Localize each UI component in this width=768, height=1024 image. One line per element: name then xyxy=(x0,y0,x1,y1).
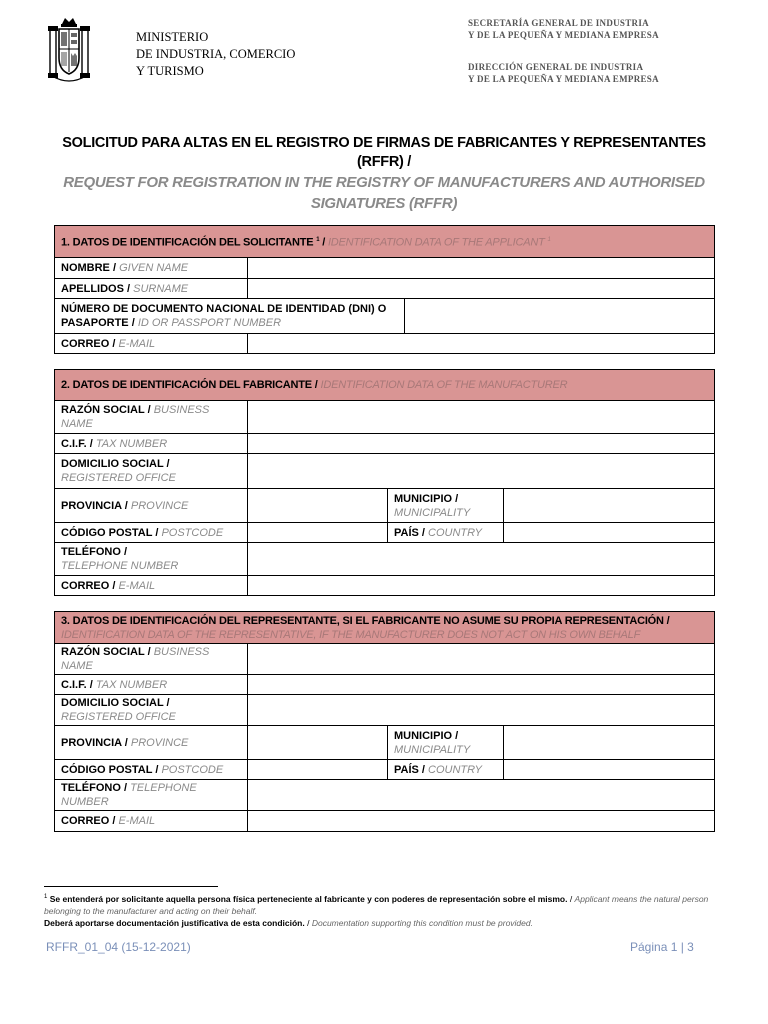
footnote-text-en: Documentation supporting this condition must be provided. xyxy=(311,917,533,928)
label-es: MUNICIPIO xyxy=(394,492,453,505)
postcode-label: CÓDIGO POSTAL / POSTCODE xyxy=(55,523,248,543)
label-en: BUSINESS NAME xyxy=(61,646,210,672)
label-en: PROVINCE xyxy=(130,736,189,749)
label-en: PROVINCE xyxy=(130,499,189,512)
given-name-label: NOMBRE / GIVEN NAME xyxy=(55,258,248,279)
label-es: CORREO xyxy=(61,815,110,827)
page-header xyxy=(0,0,768,100)
label-en: E-MAIL xyxy=(118,337,156,350)
id-number-field[interactable] xyxy=(405,299,715,334)
id-number-label: NÚMERO DE DOCUMENTO NACIONAL DE IDENTIDAD (DNI) O PASAPORTE / ID OR PASSPORT NUMBER xyxy=(55,299,405,334)
label-en: ID OR PASSPORT NUMBER xyxy=(137,317,282,329)
email-label: CORREO / E-MAIL xyxy=(55,576,248,596)
label-en: REGISTERED OFFICE xyxy=(61,711,176,723)
footnote-text-es: Se entenderá por solicitante aquella persona física perteneciente al fabricante y con poderes de representación sobre el mismo. xyxy=(49,893,568,904)
label-en: TELEPHONE NUMBER xyxy=(61,782,197,808)
province-field[interactable] xyxy=(248,726,388,760)
label-es: PROVINCIA xyxy=(61,736,122,749)
country-field[interactable] xyxy=(504,760,715,780)
page-number: Página 1 | 3 xyxy=(630,940,694,954)
label-en: GIVEN NAME xyxy=(119,262,189,274)
footnote-ref: 1 xyxy=(316,237,320,244)
province-field[interactable] xyxy=(248,489,388,523)
registered-office-label: DOMICILIO SOCIAL / REGISTERED OFFICE xyxy=(55,454,248,489)
label-en: SURNAME xyxy=(133,282,189,295)
label-es: NÚMERO DE DOCUMENTO NACIONAL DE IDENTIDAD (DNI) O xyxy=(61,303,387,315)
footnote-line: $^1$ Se entenderá por solicitante aquella persona física perteneciente al fabricante y con poderes de representación sobre el mismo. / Applicant means the natural person belonging to the manufacturer and acting on their behalf. xyxy=(44,893,709,916)
municipality-label: MUNICIPIO / MUNICIPALITY xyxy=(388,726,504,760)
tax-number-label: C.I.F. / TAX NUMBER xyxy=(55,675,248,695)
label-es: CÓDIGO POSTAL xyxy=(61,763,153,776)
label-es: RAZÓN SOCIAL xyxy=(61,404,145,416)
label-en: BUSINESS NAME xyxy=(61,404,210,430)
secretaria-line: Y DE LA PEQUEÑA Y MEDIANA EMPRESA xyxy=(468,30,659,40)
ministry-line: MINISTERIO xyxy=(136,30,209,44)
section-2-header: 2. DATOS DE IDENTIFICACIÓN DEL FABRICANTE / IDENTIFICATION DATA OF THE MANUFACTURER xyxy=(55,370,715,401)
label-es: PAÍS xyxy=(394,526,419,539)
direccion-line: DIRECCIÓN GENERAL DE INDUSTRIA xyxy=(468,62,644,72)
municipality-field[interactable] xyxy=(504,489,715,523)
footnote-line: Deberá aportarse documentación justificativa de esta condición. / Documentation supporting this condition must be provided. xyxy=(44,917,533,928)
registered-office-field[interactable] xyxy=(248,695,715,726)
label-es: PAÍS xyxy=(394,763,419,776)
tax-number-field[interactable] xyxy=(248,434,715,454)
email-field[interactable] xyxy=(248,576,715,596)
email-field[interactable] xyxy=(248,334,715,354)
document-title xyxy=(40,134,728,214)
section-2-title: 2. DATOS DE IDENTIFICACIÓN DEL FABRICANTE xyxy=(61,379,312,391)
title-spanish: SOLICITUD PARA ALTAS EN EL REGISTRO DE FIRMAS DE FABRICANTES Y REPRESENTANTES (RFFR) / xyxy=(62,135,706,170)
business-name-label: RAZÓN SOCIAL / BUSINESS NAME xyxy=(55,401,248,434)
label-es: DOMICILIO SOCIAL xyxy=(61,697,164,709)
section-3-title-en: IDENTIFICATION DATA OF THE REPRESENTATIVE, IF THE MANUFACTURER DOES NOT ACT ON HIS OWN BEHALF xyxy=(61,628,641,641)
direccion-general xyxy=(468,61,659,85)
footnote-divider xyxy=(44,886,218,887)
registered-office-label: DOMICILIO SOCIAL / REGISTERED OFFICE xyxy=(55,695,248,726)
section-2-title-en: IDENTIFICATION DATA OF THE MANUFACTURER xyxy=(320,379,568,391)
label-es: CORREO xyxy=(61,337,110,350)
surname-label: APELLIDOS / SURNAME xyxy=(55,279,248,299)
label-en: MUNICIPALITY xyxy=(394,743,471,756)
secretaria-line: SECRETARÍA GENERAL DE INDUSTRIA xyxy=(468,18,649,28)
tax-number-label: C.I.F. / TAX NUMBER xyxy=(55,434,248,454)
business-name-field[interactable] xyxy=(248,644,715,675)
label-es: C.I.F. xyxy=(61,678,87,691)
business-name-field[interactable] xyxy=(248,401,715,434)
label-es: APELLIDOS xyxy=(61,282,124,295)
country-label: PAÍS / COUNTRY xyxy=(388,523,504,543)
label-en: COUNTRY xyxy=(428,526,483,539)
postcode-field[interactable] xyxy=(248,523,388,543)
label-en: TAX NUMBER xyxy=(95,678,168,691)
country-field[interactable] xyxy=(504,523,715,543)
coat-of-arms-icon xyxy=(48,16,90,84)
section-1-header: 1. DATOS DE IDENTIFICACIÓN DEL SOLICITANTE $^1$ / IDENTIFICATION DATA OF THE APPLICANT $^1$ xyxy=(55,226,715,258)
label-es: CORREO xyxy=(61,579,110,592)
province-label: PROVINCIA / PROVINCE xyxy=(55,726,248,760)
ministry-name xyxy=(136,29,295,80)
municipality-label: MUNICIPIO / MUNICIPALITY xyxy=(388,489,504,523)
label-en: TAX NUMBER xyxy=(95,437,168,450)
secretaria-general xyxy=(468,17,659,41)
country-label: PAÍS / COUNTRY xyxy=(388,760,504,780)
label-en: E-MAIL xyxy=(118,579,156,592)
section-1-title: 1. DATOS DE IDENTIFICACIÓN DEL SOLICITANTE xyxy=(61,236,314,249)
label-es: MUNICIPIO xyxy=(394,729,453,742)
email-label: CORREO / E-MAIL xyxy=(55,811,248,832)
business-name-label: RAZÓN SOCIAL / BUSINESS NAME xyxy=(55,644,248,675)
label-es: NOMBRE xyxy=(61,262,110,274)
label-es: PROVINCIA xyxy=(61,499,122,512)
surname-field[interactable] xyxy=(248,279,715,299)
email-field[interactable] xyxy=(248,811,715,832)
province-label: PROVINCIA / PROVINCE xyxy=(55,489,248,523)
document-code: RFFR_01_04 (15-12-2021) xyxy=(46,940,191,954)
section-1-title-en: IDENTIFICATION DATA OF THE APPLICANT xyxy=(327,236,545,249)
telephone-field[interactable] xyxy=(248,780,715,811)
footnote-text-en: Applicant means the natural person belonging to the manufacturer and acting on their behalf. xyxy=(44,893,709,916)
postcode-field[interactable] xyxy=(248,760,388,780)
section-3-title: 3. DATOS DE IDENTIFICACIÓN DEL REPRESENTANTE, SI EL FABRICANTE NO ASUME SU PROPIA REPRESENTACIÓN xyxy=(61,614,664,627)
label-es: TELÉFONO xyxy=(61,782,121,794)
label-es: PASAPORTE xyxy=(61,317,129,329)
label-es: TELÉFONO xyxy=(61,546,121,558)
section-3-header: 3. DATOS DE IDENTIFICACIÓN DEL REPRESENTANTE, SI EL FABRICANTE NO ASUME SU PROPIA REPRESENTACIÓN / IDENTIFICATION DATA OF THE REPRESENTATIVE, IF THE MANUFACTURER DOES NOT ACT ON HIS OWN BEHALF xyxy=(55,612,715,644)
title-english-line1: REQUEST FOR REGISTRATION IN THE REGISTRY OF MANUFACTURERS AND AUTHORISED xyxy=(63,174,705,191)
footnote xyxy=(44,891,728,929)
registered-office-field[interactable] xyxy=(248,454,715,489)
postcode-label: CÓDIGO POSTAL / POSTCODE xyxy=(55,760,248,780)
label-en: COUNTRY xyxy=(428,763,483,776)
representative-section xyxy=(54,611,715,832)
label-en: REGISTERED OFFICE xyxy=(61,472,176,484)
telephone-label: TELÉFONO / TELEPHONE NUMBER xyxy=(55,780,248,811)
direccion-line: Y DE LA PEQUEÑA Y MEDIANA EMPRESA xyxy=(468,74,659,84)
manufacturer-section xyxy=(54,369,715,596)
footnote-number: 1 xyxy=(44,894,48,900)
label-en: MUNICIPALITY xyxy=(394,506,471,519)
telephone-label: TELÉFONO / TELEPHONE NUMBER xyxy=(55,543,248,576)
label-es: DOMICILIO SOCIAL xyxy=(61,458,164,470)
applicant-section xyxy=(54,225,715,354)
label-en: E-MAIL xyxy=(118,815,156,827)
title-english-line2: SIGNATURES (RFFR) xyxy=(310,195,458,212)
label-en: POSTCODE xyxy=(161,526,224,539)
label-es: RAZÓN SOCIAL xyxy=(61,646,145,658)
label-en: TELEPHONE NUMBER xyxy=(61,560,179,572)
label-es: CÓDIGO POSTAL xyxy=(61,526,153,539)
ministry-line: DE INDUSTRIA, COMERCIO xyxy=(136,47,296,61)
municipality-field[interactable] xyxy=(504,726,715,760)
label-en: POSTCODE xyxy=(161,763,224,776)
ministry-line: Y TURISMO xyxy=(136,64,204,78)
given-name-field[interactable] xyxy=(248,258,715,279)
label-es: C.I.F. xyxy=(61,437,87,450)
footnote-ref: 1 xyxy=(547,237,551,244)
footnote-text-es: Deberá aportarse documentación justificativa de esta condición. xyxy=(44,917,305,928)
telephone-field[interactable] xyxy=(248,543,715,576)
tax-number-field[interactable] xyxy=(248,675,715,695)
email-label: CORREO / E-MAIL xyxy=(55,334,248,354)
